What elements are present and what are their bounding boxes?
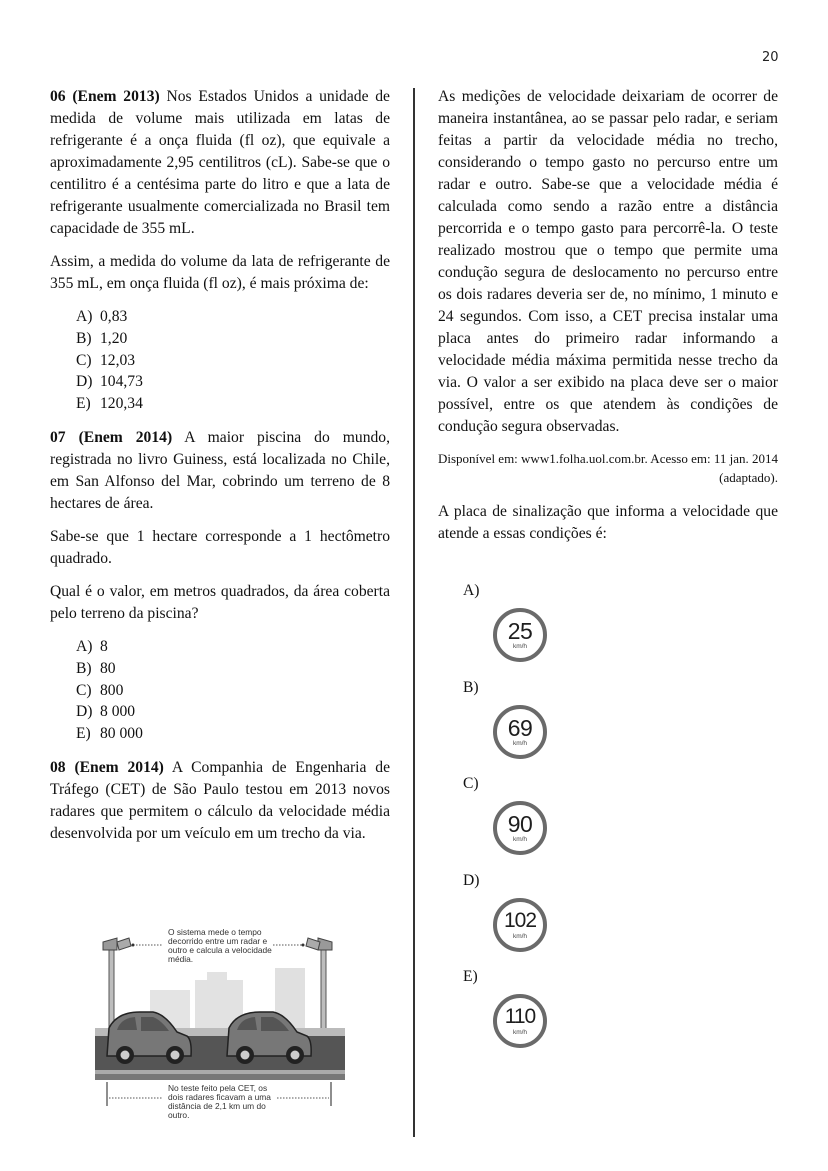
question-08-text: A Companhia de Engenharia de Tráfego (CET) de São Paulo testou em 2013 novos radares que permitem o cálculo da velocidade média desenvolvida por um veículo em um trecho da via. bbox=[50, 758, 391, 842]
speed-limit-sign-icon: 69 km/h bbox=[493, 705, 547, 759]
question-07-info: Sabe-se que 1 hectare corresponde a 1 hectômetro quadrado. bbox=[50, 527, 390, 567]
option-c[interactable]: C) 800 bbox=[76, 681, 124, 699]
option-a[interactable]: A) 0,83 bbox=[76, 308, 128, 325]
option-e[interactable]: E) 120,34 bbox=[76, 395, 143, 413]
question-06-prompt: Assim, a medida do volume da lata de refrigerante de 355 mL, em onça fluida (fl oz), é mais próxima de: bbox=[50, 253, 390, 292]
radar-illustration bbox=[95, 928, 345, 1123]
question-07-text: A maior piscina do mundo, registrada no livro Guiness, está localizada no Chile, em San Alfonso del Mar, cobrindo um terreno de 8 hectares de área. bbox=[50, 428, 390, 512]
option-e[interactable]: E) 80 000 bbox=[76, 725, 143, 743]
question-08-source: (Enem 2014) bbox=[74, 758, 164, 776]
option-c[interactable]: C) 12,03 bbox=[76, 351, 136, 369]
question-07-number: 07 bbox=[50, 428, 66, 446]
option-d[interactable]: D) 8 000 bbox=[76, 703, 136, 721]
figure-top-caption: O sistema mede o tempo decorrido entre um radar e outro e calcula a velocidade média. bbox=[168, 927, 272, 964]
speed-limit-sign-icon: 90 km/h bbox=[493, 801, 547, 855]
question-06-source: (Enem 2013) bbox=[72, 88, 160, 105]
question-06-text: Nos Estados Unidos a unidade de medida de volume mais utilizada em latas de refrigerante é a onça fluida (fl oz), que equivale a aproximadamente 2,95 centilitros (cL). Sabe-se que o centilitro é a centésima parte do litro e que a lata de refrigerante usualmente comercializada no Brasil tem capacidade de 355 mL. bbox=[50, 88, 390, 237]
question-08-continuation: As medições de velocidade deixariam de ocorrer de maneira instantânea, ao se passar pelo radar, e seriam feitas a partir da velocidade média no trecho, considerando o tempo gasto no percurso entre um radar e outro. Sabe-se que a velocidade média é calculada como sendo a razão entre a distância percorrida e o tempo gasto para percorrê-la. O teste realizado mostrou que o tempo que permite uma condução segura de deslocamento no percurso entre os dois radares deveria ser de, no mínimo, 1 minuto e 24 segundos. Com isso, a CET precisa instalar uma placa antes do primeiro radar informando a velocidade média máxima permitida nesse trecho da via. O valor a ser exibido na placa deve ser o maior possível, entre os que atendem às condições de condução segura observadas. bbox=[438, 88, 778, 435]
speed-limit-sign-icon: 102 km/h bbox=[493, 898, 547, 952]
citation: Disponível em: www1.folha.uol.com.br. Acesso em: 11 jan. 2014 (adaptado). bbox=[438, 451, 778, 485]
question-06-options bbox=[76, 306, 390, 415]
question-07-statement bbox=[50, 427, 390, 515]
speed-limit-sign-icon: 25 km/h bbox=[493, 608, 547, 662]
figure-bottom-caption: No teste feito pela CET, os dois radares ficavam a uma distância de 2,1 km um do outro. bbox=[168, 1083, 271, 1120]
speed-limit-sign-icon: 110 km/h bbox=[493, 994, 547, 1048]
question-07-source: (Enem 2014) bbox=[78, 428, 173, 446]
question-07-prompt: Qual é o valor, em metros quadrados, da área coberta pelo terreno da piscina? bbox=[50, 582, 390, 622]
option-b[interactable]: B) 1,20 bbox=[76, 329, 128, 347]
left-column bbox=[50, 86, 390, 856]
question-08-number: 08 bbox=[50, 758, 66, 776]
option-b[interactable]: B) 80 bbox=[76, 659, 116, 677]
question-07-options bbox=[76, 636, 390, 745]
question-08-statement bbox=[50, 757, 390, 845]
question-06-number: 06 bbox=[50, 88, 66, 105]
column-divider bbox=[413, 88, 415, 1137]
right-column bbox=[438, 86, 778, 556]
option-a[interactable]: A) 8 bbox=[76, 637, 108, 655]
question-08-prompt: A placa de sinalização que informa a velocidade que atende a essas condições é: bbox=[438, 503, 778, 542]
page-number: 20 bbox=[762, 50, 779, 65]
question-06-statement bbox=[50, 86, 390, 240]
option-d[interactable]: D) 104,73 bbox=[76, 373, 143, 391]
